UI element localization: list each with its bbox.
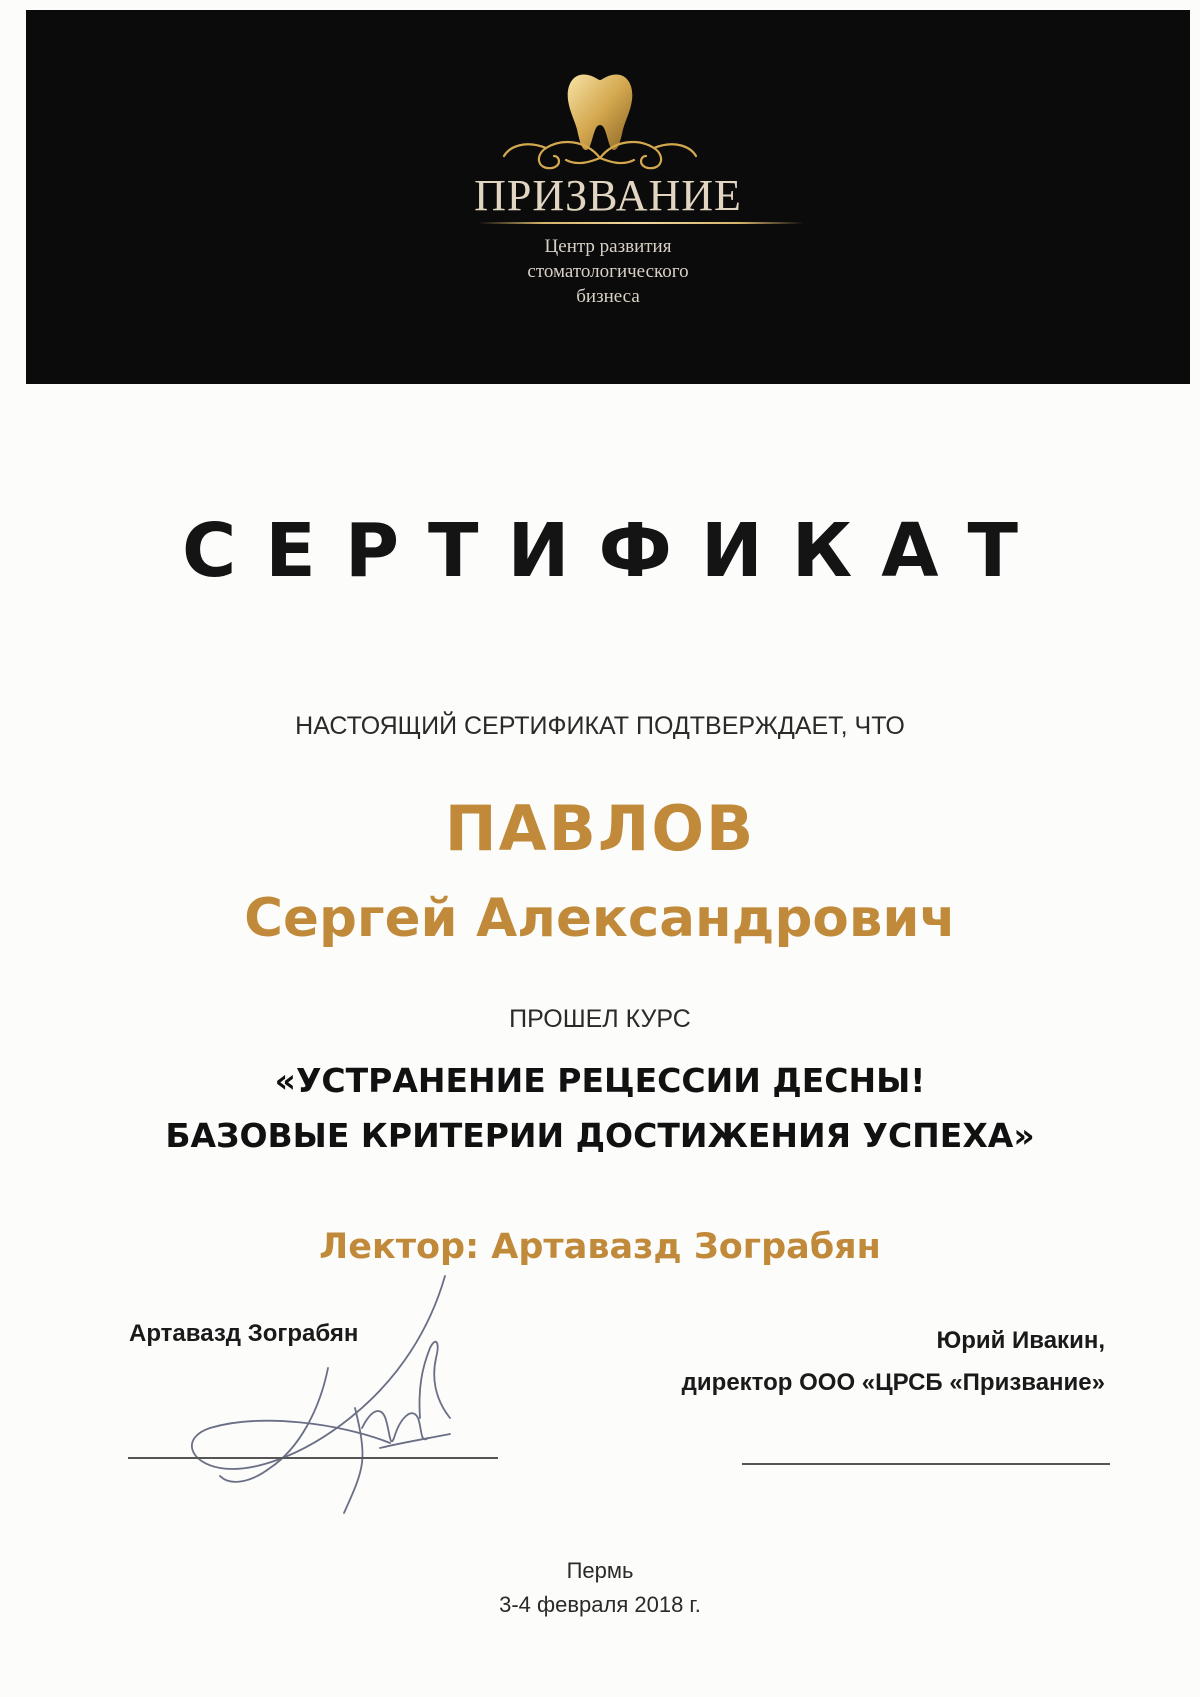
recipient-surname: ПАВЛОВ (444, 792, 756, 865)
certificate-title: СЕРТИФИКАТ (181, 508, 1048, 594)
course-title-line-2: БАЗОВЫЕ КРИТЕРИИ ДОСТИЖЕНИЯ УСПЕХА» (165, 1116, 1035, 1155)
right-signatory-title: директор ООО «ЦРСБ «Призвание» (681, 1369, 1105, 1396)
date: 3-4 февраля 2018 г. (499, 1592, 701, 1617)
completed-course-label: ПРОШЕЛ КУРС (509, 1005, 691, 1033)
right-signatory (682, 1320, 1105, 1404)
header-band (26, 10, 1190, 384)
brand-tagline-line-3: бизнеса (576, 286, 640, 307)
lecturer-name: Лектор: Артавазд Зограбян (319, 1227, 881, 1267)
place: Пермь (566, 1558, 634, 1583)
brand-divider (478, 222, 804, 224)
tooth-icon (568, 75, 633, 150)
certificate-intro: НАСТОЯЩИЙ СЕРТИФИКАТ ПОДТВЕРЖДАЕТ, ЧТО (295, 712, 905, 740)
left-signature-line (128, 1457, 498, 1459)
brand-tagline-line-2: стоматологического (527, 261, 689, 282)
left-signatory-name: Артавазд Зограбян (129, 1320, 359, 1347)
right-signature-line (742, 1463, 1110, 1465)
ornament-icon (504, 142, 696, 168)
recipient-given-names: Сергей Александрович (244, 888, 956, 949)
brand-tagline-line-1: Центр развития (544, 236, 672, 257)
right-signatory-name: Юрий Ивакин, (936, 1327, 1105, 1354)
handwritten-signature (150, 1258, 530, 1518)
brand-name: ПРИЗВАНИЕ (474, 171, 742, 220)
course-title-line-1: «УСТРАНЕНИЕ РЕЦЕССИИ ДЕСНЫ! (274, 1061, 926, 1100)
